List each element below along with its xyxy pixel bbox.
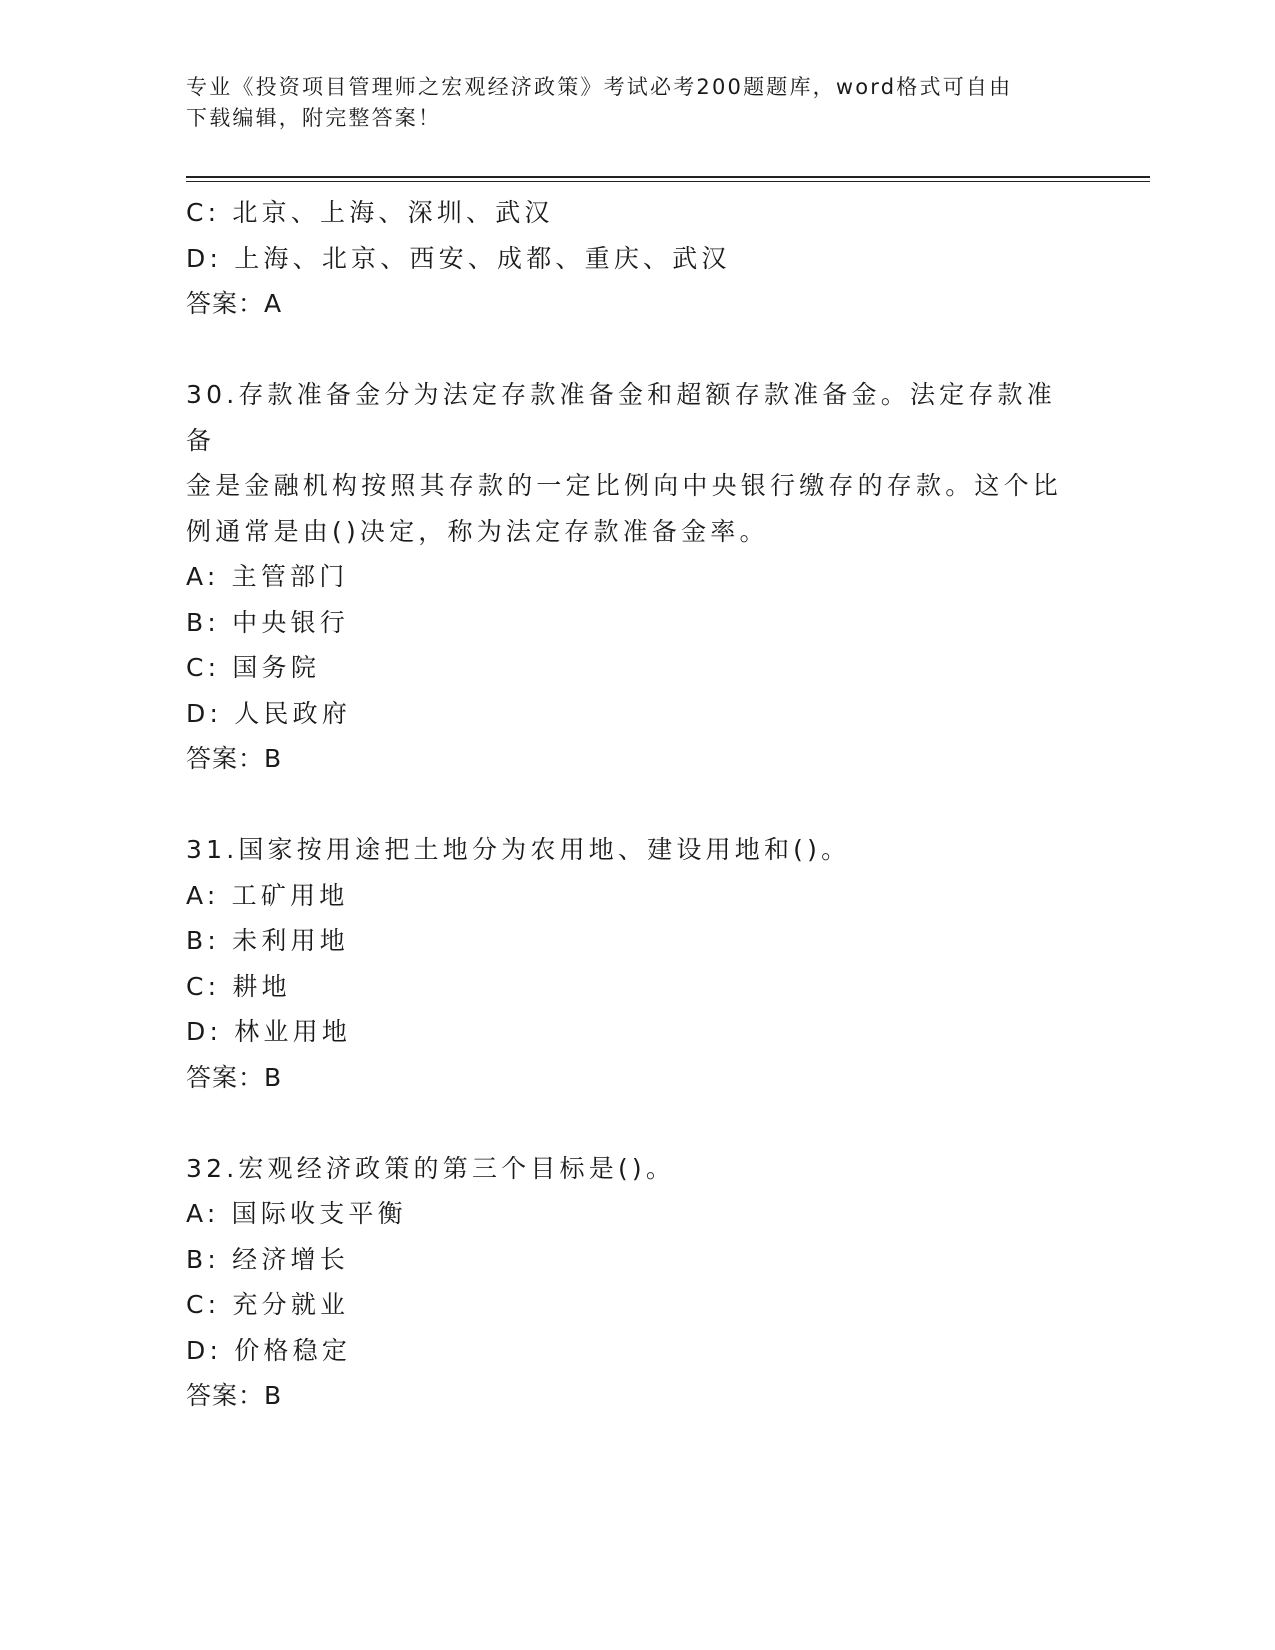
option-d: D: 林业用地 [186,1017,352,1046]
question-text-line: 金是金融机构按照其存款的一定比例向中央银行缴存的存款。这个比 [186,471,1063,500]
question-31 [186,827,1086,1100]
option-a: A: 工矿用地 [186,880,349,910]
option-c: C: 充分就业 [186,1290,350,1319]
option-c: C: 耕地 [186,971,291,1001]
spacer [186,327,1086,373]
answer-line: 答案：B [186,1381,283,1410]
option-a: A: 主管部门 [186,562,349,591]
answer-line: 答案：B [186,1062,283,1092]
spacer [186,1100,1086,1146]
question-32 [186,1146,1086,1419]
answer-line: 答案：A [186,289,283,318]
question-text [186,1146,1066,1192]
header-line-1: 专业《投资项目管理师之宏观经济政策》考试必考200题题库，word格式可自由 [186,75,1013,99]
document-header [186,72,1066,134]
option-c: C: 国务院 [186,653,321,682]
header-line-2: 下载编辑，附完整答案！ [186,106,442,130]
option-d: D: 价格稳定 [186,1335,352,1365]
question-text-line: 31.国家按用途把土地分为农用地、建设用地和()。 [186,835,851,864]
question-text-line: 30.存款准备金分为法定存款准备金和超额存款准备金。法定存款准备 [186,380,1056,455]
option-b: B: 中央银行 [186,607,349,637]
question-text-line: 例通常是由()决定，称为法定存款准备金率。 [186,516,769,546]
option-b: B: 未利用地 [186,926,349,955]
option-d: D: 上海、北京、西安、成都、重庆、武汉 [186,243,731,273]
option-b: B: 经济增长 [186,1244,349,1274]
option-a: A: 国际收支平衡 [186,1199,407,1228]
previous-question-tail [186,190,1086,327]
document-body [186,190,1086,1419]
header-rule-thick [186,176,1150,178]
answer-line: 答案：B [186,744,283,773]
option-d: D: 人民政府 [186,698,352,728]
question-30 [186,372,1086,782]
question-text [186,372,1066,554]
question-text-line: 32.宏观经济政策的第三个目标是()。 [186,1153,676,1183]
option-c: C: 北京、上海、深圳、武汉 [186,198,554,227]
spacer [186,782,1086,828]
question-text [186,827,1066,873]
header-rule-thin [186,181,1150,182]
